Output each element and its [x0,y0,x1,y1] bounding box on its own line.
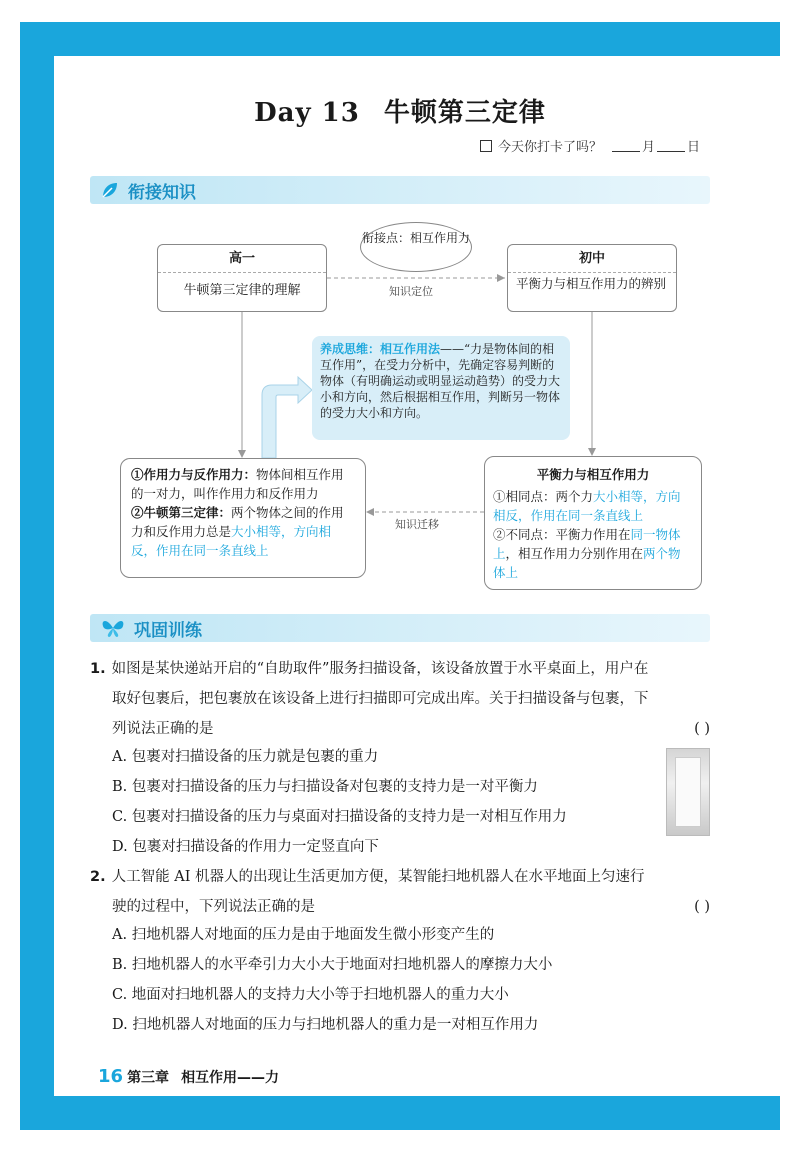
q2-option-a[interactable]: A. 扫地机器人对地面的压力是由于地面发生微小形变产生的 [112,927,495,943]
arrow-mind [262,377,312,458]
label-knowledge-position: 知识定位 [386,283,436,299]
q1-option-c[interactable]: C. 包裹对扫描设备的压力与桌面对扫描设备的支持力是一对相互作用力 [112,809,567,825]
month-blank[interactable] [612,140,640,152]
chapter-label: 第三章 [127,1070,170,1086]
day-blank[interactable] [657,140,685,152]
node-middle-school: 初中 平衡力与相互作用力的辨别 [507,244,677,312]
node-law-box: ①作用力与反作用力：物体间相互作用的一对力，叫作作用力和反作用力 ②牛顿第三定律：两个物体之间的作用力和反作用力总是大小相等，方向相反，作用在同一条直线上 [120,458,366,578]
q2-option-c[interactable]: C. 地面对扫地机器人的支持力大小等于扫地机器人的重力大小 [112,987,509,1003]
answer-blank[interactable]: ( ) [694,899,710,915]
section-practice-header: 巩固训练 [90,614,710,642]
q1-option-a[interactable]: A. 包裹对扫描设备的压力就是包裹的重力 [112,749,379,765]
page-frame-top [20,22,780,56]
section-bridge-header: 衔接知识 [90,176,710,204]
mind-box: 养成思维：相互作用法——“力是物体间的相互作用”，在受力分析中，先确定容易判断的物体（有明确运动或明显运动趋势）的受力大小和方向，然后根据相互作用，判断另一物体的受力大小和方向。 [312,336,570,440]
q1-option-b[interactable]: B. 包裹对扫描设备的压力与扫描设备对包裹的支持力是一对平衡力 [112,779,538,795]
question-1-stem: 1. 如图是某快递站开启的“自助取件”服务扫描设备，该设备放置于水平桌面上，用户在 取好包裹后，把包裹放在该设备上进行扫描即可完成出库。关于扫描设备与包裹，下 列说法正确的是 ( ) [90,654,710,744]
q2-option-b[interactable]: B. 扫地机器人的水平牵引力大小大于地面对扫地机器人的摩擦力大小 [112,957,553,973]
bridge-point-bubble: 衔接点：相互作用力 [360,222,472,272]
q1-option-d[interactable]: D. 包裹对扫描设备的作用力一定竖直向下 [112,839,379,855]
node-balance-box: 平衡力与相互作用力 ①相同点：两个力大小相等，方向相反，作用在同一条直线上 ②不同点：平衡力作用在同一物体上，相互作用力分别作用在两个物体上 [484,456,702,590]
label-knowledge-transfer: 知识迁移 [392,516,442,532]
node-high-school: 高一 牛顿第三定律的理解 [157,244,327,312]
scanner-photo [666,748,710,836]
q2-option-d[interactable]: D. 扫地机器人对地面的压力与扫地机器人的重力是一对相互作用力 [112,1017,539,1033]
question-2-stem: 2. 人工智能 AI 机器人的出现让生活更加方便，某智能扫地机器人在水平地面上匀速行 驶的过程中，下列说法正确的是 ( ) [90,862,710,922]
arrow-position-head [497,274,505,282]
answer-blank[interactable]: ( ) [694,721,710,737]
page-title: Day 13 牛顿第三定律 [254,98,546,128]
leaf-icon [100,180,120,200]
butterfly-icon [100,618,126,638]
page-frame-left [20,22,54,1130]
checkin-line: 今天你打卡了吗？ 月 日 [480,136,700,155]
page-number: 16 [98,1066,124,1087]
page-footer [98,1066,291,1087]
page-frame-bottom [20,1096,780,1130]
chapter-title: 相互作用——力 [181,1070,280,1086]
checkbox-icon[interactable] [480,140,492,152]
